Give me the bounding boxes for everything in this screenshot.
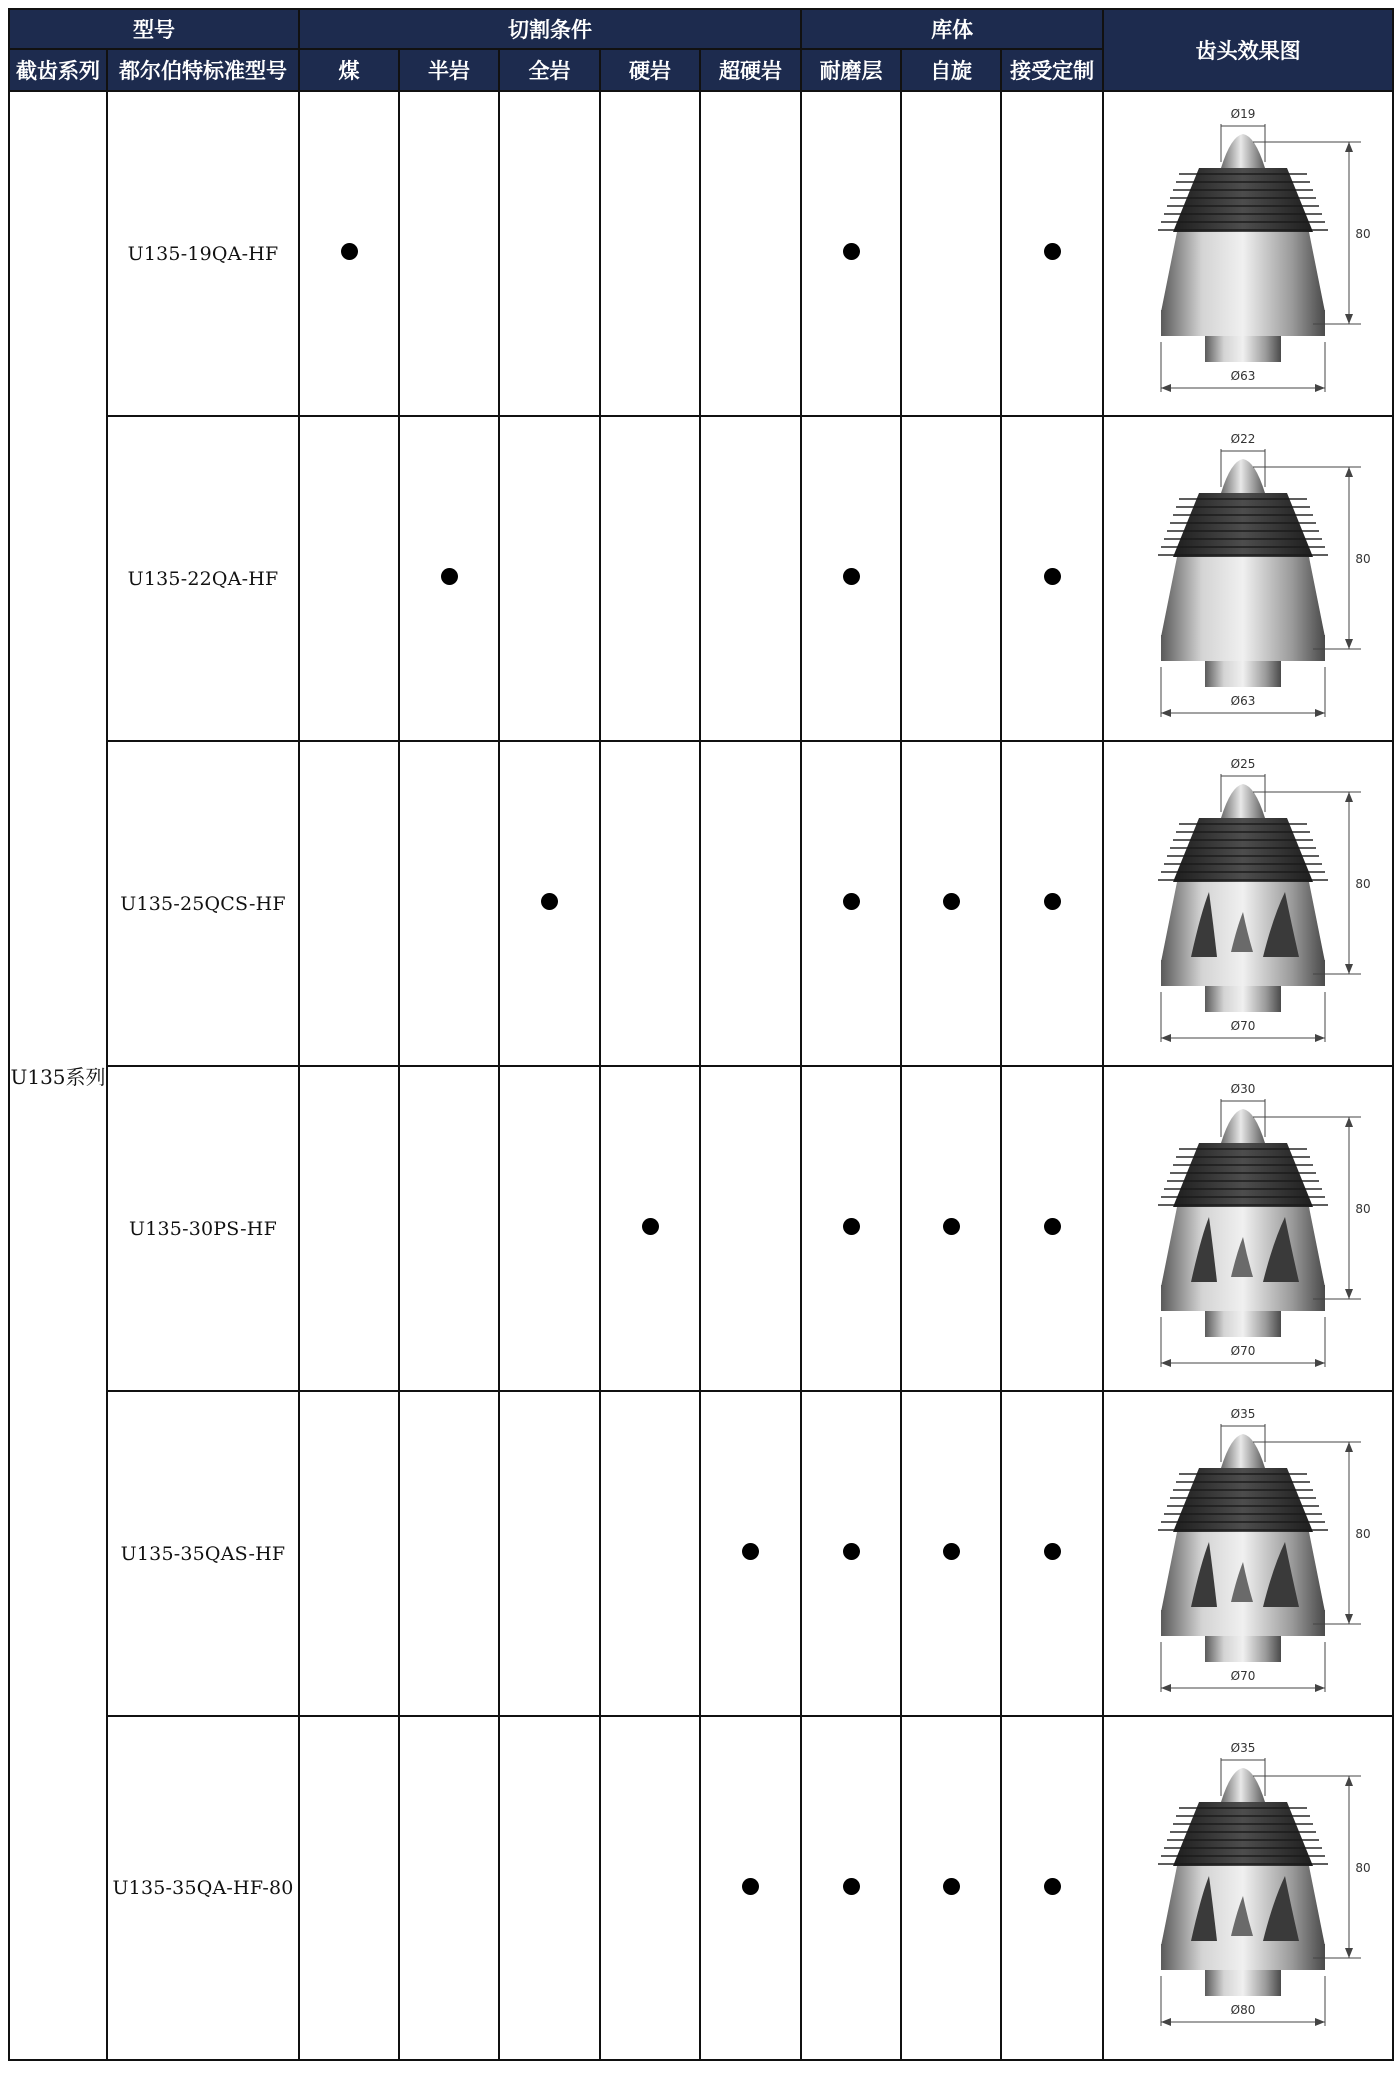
bullet-dot-icon xyxy=(441,568,458,585)
cell-self-rotating xyxy=(901,91,1001,416)
tip-diameter-label: Ø19 xyxy=(1230,106,1256,121)
cell-super-hard xyxy=(700,741,801,1066)
height-label: 80 xyxy=(1355,1201,1371,1216)
tooth-image-cell xyxy=(1103,1391,1393,1716)
product-spec-sheet xyxy=(8,8,1392,2061)
shank xyxy=(1205,659,1281,687)
cell-custom xyxy=(1001,91,1103,416)
header-series: 截齿系列 xyxy=(9,49,107,91)
table-row xyxy=(9,1066,1393,1391)
height-label: 80 xyxy=(1355,551,1371,566)
cell-wear-layer xyxy=(801,1391,901,1716)
tooth-image-cell xyxy=(1103,1066,1393,1391)
table-header xyxy=(9,9,1393,91)
header-super-hard-rock: 超硬岩 xyxy=(700,49,801,91)
table-body xyxy=(9,91,1393,2060)
bullet-dot-icon xyxy=(341,243,358,260)
cell-hard-rock xyxy=(600,1066,700,1391)
table-row xyxy=(9,91,1393,416)
tip-diameter-label: Ø35 xyxy=(1230,1741,1256,1755)
base-diameter-label: Ø70 xyxy=(1230,1668,1256,1683)
cell-half-rock xyxy=(399,1066,499,1391)
cell-coal xyxy=(299,91,399,416)
cell-custom xyxy=(1001,741,1103,1066)
tip-diameter-label: Ø22 xyxy=(1230,431,1256,446)
model-cell: U135-35QAS-HF xyxy=(107,1391,299,1716)
pick-tooth-drawing xyxy=(1113,1402,1383,1702)
cell-self-rotating xyxy=(901,1066,1001,1391)
cell-full-rock xyxy=(499,416,600,741)
table-row xyxy=(9,1391,1393,1716)
header-image-column: 齿头效果图 xyxy=(1103,9,1393,91)
bullet-dot-icon xyxy=(843,1543,860,1560)
bullet-dot-icon xyxy=(943,1878,960,1895)
bullet-dot-icon xyxy=(943,893,960,910)
carbide-tip xyxy=(1221,784,1265,818)
table-row xyxy=(9,741,1393,1066)
cell-super-hard xyxy=(700,1066,801,1391)
cell-super-hard xyxy=(700,1716,801,2060)
cell-coal xyxy=(299,741,399,1066)
cell-half-rock xyxy=(399,1716,499,2060)
bullet-dot-icon xyxy=(1044,1218,1061,1235)
cell-self-rotating xyxy=(901,416,1001,741)
bullet-dot-icon xyxy=(843,243,860,260)
bullet-dot-icon xyxy=(943,1543,960,1560)
bullet-dot-icon xyxy=(742,1543,759,1560)
model-cell: U135-35QA-HF-80 xyxy=(107,1716,299,2060)
pick-tooth-drawing xyxy=(1113,752,1383,1052)
cell-super-hard xyxy=(700,1391,801,1716)
tip-diameter-label: Ø30 xyxy=(1230,1081,1256,1096)
series-cell: U135系列 xyxy=(9,91,107,2060)
header-group-cutting: 切割条件 xyxy=(299,9,801,49)
pick-tooth-drawing xyxy=(1113,102,1383,402)
carbide-tip xyxy=(1221,134,1265,168)
bullet-dot-icon xyxy=(843,893,860,910)
cell-full-rock xyxy=(499,741,600,1066)
pick-tooth-drawing xyxy=(1113,1736,1383,2036)
cell-half-rock xyxy=(399,91,499,416)
cell-wear-layer xyxy=(801,1066,901,1391)
tooth-image-cell xyxy=(1103,416,1393,741)
carbide-tip xyxy=(1221,459,1265,493)
cell-custom xyxy=(1001,1391,1103,1716)
cell-coal xyxy=(299,416,399,741)
collar xyxy=(1161,1944,1325,1970)
shank xyxy=(1205,1968,1281,1996)
cell-custom xyxy=(1001,1716,1103,2060)
header-wear-layer: 耐磨层 xyxy=(801,49,901,91)
header-full-rock: 全岩 xyxy=(499,49,600,91)
header-standard-model: 都尔伯特标准型号 xyxy=(107,49,299,91)
header-group-body: 库体 xyxy=(801,9,1103,49)
cell-full-rock xyxy=(499,91,600,416)
collar xyxy=(1161,960,1325,986)
cell-self-rotating xyxy=(901,741,1001,1066)
bullet-dot-icon xyxy=(642,1218,659,1235)
bullet-dot-icon xyxy=(742,1878,759,1895)
collar xyxy=(1161,1610,1325,1636)
cell-wear-layer xyxy=(801,741,901,1066)
cell-wear-layer xyxy=(801,416,901,741)
bullet-dot-icon xyxy=(943,1218,960,1235)
base-diameter-label: Ø80 xyxy=(1230,2003,1256,2017)
carbide-tip xyxy=(1221,1109,1265,1143)
base-diameter-label: Ø63 xyxy=(1230,368,1256,383)
pick-tooth-table xyxy=(8,8,1394,2061)
carbide-tip xyxy=(1221,1434,1265,1468)
height-label: 80 xyxy=(1355,226,1371,241)
height-label: 80 xyxy=(1355,1526,1371,1541)
base-diameter-label: Ø63 xyxy=(1230,693,1256,708)
bullet-dot-icon xyxy=(1044,243,1061,260)
cell-coal xyxy=(299,1066,399,1391)
carbide-tip xyxy=(1221,1768,1265,1802)
model-cell: U135-30PS-HF xyxy=(107,1066,299,1391)
shank xyxy=(1205,1634,1281,1662)
body-cone xyxy=(1161,557,1325,637)
cell-coal xyxy=(299,1391,399,1716)
header-hard-rock: 硬岩 xyxy=(600,49,700,91)
pick-tooth-drawing xyxy=(1113,1077,1383,1377)
bullet-dot-icon xyxy=(1044,568,1061,585)
height-label: 80 xyxy=(1355,876,1371,891)
bullet-dot-icon xyxy=(1044,1543,1061,1560)
cell-hard-rock xyxy=(600,91,700,416)
cell-half-rock xyxy=(399,741,499,1066)
cell-self-rotating xyxy=(901,1391,1001,1716)
model-cell: U135-22QA-HF xyxy=(107,416,299,741)
header-half-rock: 半岩 xyxy=(399,49,499,91)
header-custom: 接受定制 xyxy=(1001,49,1103,91)
bullet-dot-icon xyxy=(1044,893,1061,910)
model-cell: U135-25QCS-HF xyxy=(107,741,299,1066)
cell-half-rock xyxy=(399,416,499,741)
shank xyxy=(1205,334,1281,362)
body-cone xyxy=(1161,232,1325,312)
table-row xyxy=(9,416,1393,741)
cell-full-rock xyxy=(499,1716,600,2060)
tooth-image-cell xyxy=(1103,1716,1393,2060)
bullet-dot-icon xyxy=(1044,1878,1061,1895)
base-diameter-label: Ø70 xyxy=(1230,1018,1256,1033)
table-row xyxy=(9,1716,1393,2060)
cell-super-hard xyxy=(700,91,801,416)
header-group-model: 型号 xyxy=(9,9,299,49)
cell-hard-rock xyxy=(600,741,700,1066)
header-self-rotating: 自旋 xyxy=(901,49,1001,91)
shank xyxy=(1205,1309,1281,1337)
cell-half-rock xyxy=(399,1391,499,1716)
header-coal: 煤 xyxy=(299,49,399,91)
tip-diameter-label: Ø25 xyxy=(1230,756,1256,771)
cell-wear-layer xyxy=(801,91,901,416)
pick-tooth-drawing xyxy=(1113,427,1383,727)
tooth-image-cell xyxy=(1103,741,1393,1066)
height-label: 80 xyxy=(1355,1861,1371,1875)
collar xyxy=(1161,1285,1325,1311)
bullet-dot-icon xyxy=(843,1218,860,1235)
base-diameter-label: Ø70 xyxy=(1230,1343,1256,1358)
collar xyxy=(1161,310,1325,336)
tip-diameter-label: Ø35 xyxy=(1230,1406,1256,1421)
bullet-dot-icon xyxy=(843,568,860,585)
cell-hard-rock xyxy=(600,1391,700,1716)
bullet-dot-icon xyxy=(843,1878,860,1895)
bullet-dot-icon xyxy=(541,893,558,910)
cell-coal xyxy=(299,1716,399,2060)
shank xyxy=(1205,984,1281,1012)
cell-full-rock xyxy=(499,1066,600,1391)
cell-self-rotating xyxy=(901,1716,1001,2060)
model-cell: U135-19QA-HF xyxy=(107,91,299,416)
collar xyxy=(1161,635,1325,661)
cell-full-rock xyxy=(499,1391,600,1716)
cell-custom xyxy=(1001,416,1103,741)
cell-wear-layer xyxy=(801,1716,901,2060)
cell-super-hard xyxy=(700,416,801,741)
cell-custom xyxy=(1001,1066,1103,1391)
tooth-image-cell xyxy=(1103,91,1393,416)
cell-hard-rock xyxy=(600,1716,700,2060)
cell-hard-rock xyxy=(600,416,700,741)
